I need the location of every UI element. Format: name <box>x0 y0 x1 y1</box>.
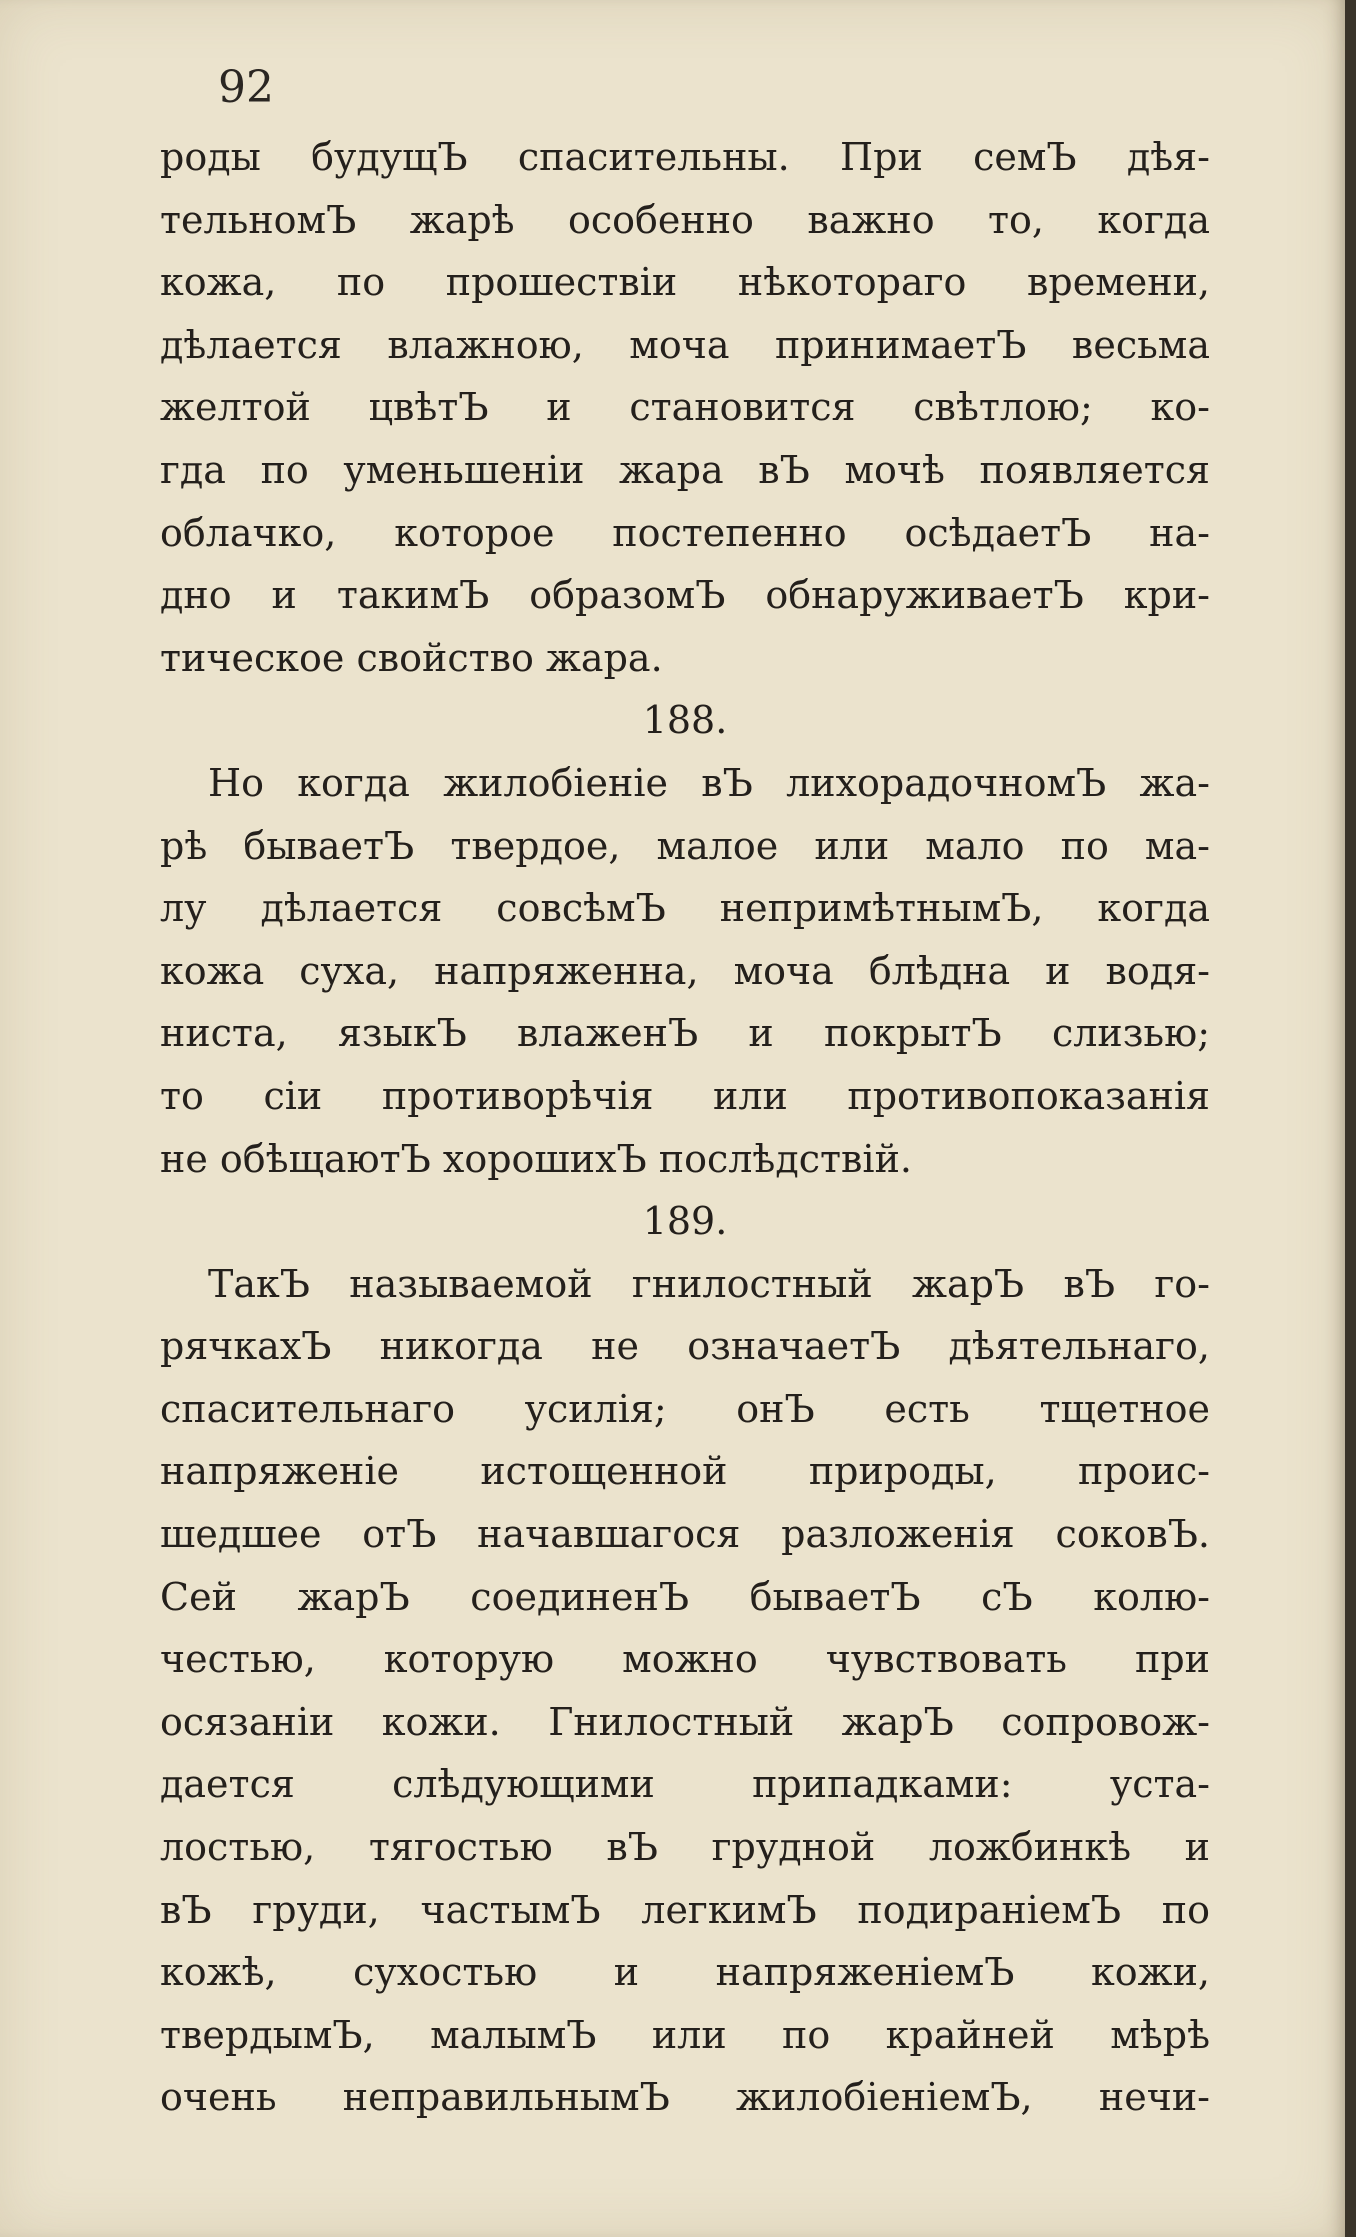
text-line: гда по уменьшеніи жара вЪ мочѣ появляется <box>160 447 1210 492</box>
text-line: вЪ груди, частымЪ легкимЪ подираніемЪ по <box>160 1887 1210 1932</box>
text-line: очень неправильнымЪ жилобіеніемЪ, нечи- <box>160 2075 1210 2120</box>
text-line: дно и такимЪ образомЪ обнаруживаетЪ кри- <box>160 573 1210 618</box>
text-line: дается слѣдующими припадками: уста- <box>160 1762 1210 1807</box>
text-line: Но когда жилобіеніе вЪ лихорадочномЪ жа- <box>208 760 1210 805</box>
text-line: осязаніи кожи. Гнилостный жарЪ сопровож- <box>160 1699 1210 1744</box>
text-line: шедшее отЪ начавшагося разложенія соковЪ. <box>160 1512 1210 1557</box>
paragraph-2 <box>160 752 1210 1190</box>
text-line: роды будущЪ спасительны. При семЪ дѣя- <box>160 135 1210 179</box>
text-line: кожа, по прошествіи нѣкотораго времени, <box>160 260 1210 305</box>
text-line: тическое свойство жара. <box>160 635 663 680</box>
page-edge <box>1345 0 1356 2237</box>
paragraph-3 <box>160 1253 1210 2129</box>
text-line: честью, которую можно чувствовать при <box>160 1637 1210 1682</box>
paragraph-1 <box>160 126 1210 689</box>
text-line: напряженіе истощенной природы, проис- <box>160 1449 1210 1494</box>
text-line: рѣ бываетЪ твердое, малое или мало по ма- <box>160 823 1210 868</box>
text-line: дѣлается влажною, моча принимаетЪ весьма <box>160 322 1210 367</box>
text-line: твердымЪ, малымЪ или по крайней мѣрѣ <box>160 2012 1210 2057</box>
text-line: лу дѣлается совсѣмЪ непримѣтнымЪ, когда <box>160 886 1210 931</box>
text-line: не обѣщаютЪ хорошихЪ послѣдствій. <box>160 1136 912 1181</box>
text-line: облачко, которое постепенно осѣдаетЪ на- <box>160 510 1210 555</box>
text-line: желтой цвѣтЪ и становится свѣтлою; ко- <box>160 385 1210 430</box>
text-line: кожѣ, сухостью и напряженіемЪ кожи, <box>160 1950 1210 1995</box>
text-line: кожа суха, напряженна, моча блѣдна и водя- <box>160 948 1210 993</box>
text-line: то сіи противорѣчія или противопоказанія <box>160 1073 1210 1118</box>
text-line: ниста, языкЪ влаженЪ и покрытЪ слизью; <box>160 1011 1210 1056</box>
text-line: тельномЪ жарѣ особенно важно то, когда <box>160 197 1210 242</box>
page-body <box>160 126 1210 2129</box>
text-line: лостью, тягостью вЪ грудной ложбинкѣ и <box>160 1825 1210 1870</box>
text-line: спасительнаго усилія; онЪ есть тщетное <box>160 1386 1210 1431</box>
text-line: рячкахЪ никогда не означаетЪ дѣятельнаго, <box>160 1324 1210 1369</box>
text-line: Сей жарЪ соединенЪ бываетЪ сЪ колю- <box>160 1574 1210 1619</box>
section-number-188: 188. <box>642 698 728 743</box>
section-number-189: 189. <box>642 1199 728 1244</box>
text-line: ТакЪ называемой гнилостный жарЪ вЪ го- <box>208 1261 1210 1306</box>
page-number: 92 <box>218 62 274 113</box>
